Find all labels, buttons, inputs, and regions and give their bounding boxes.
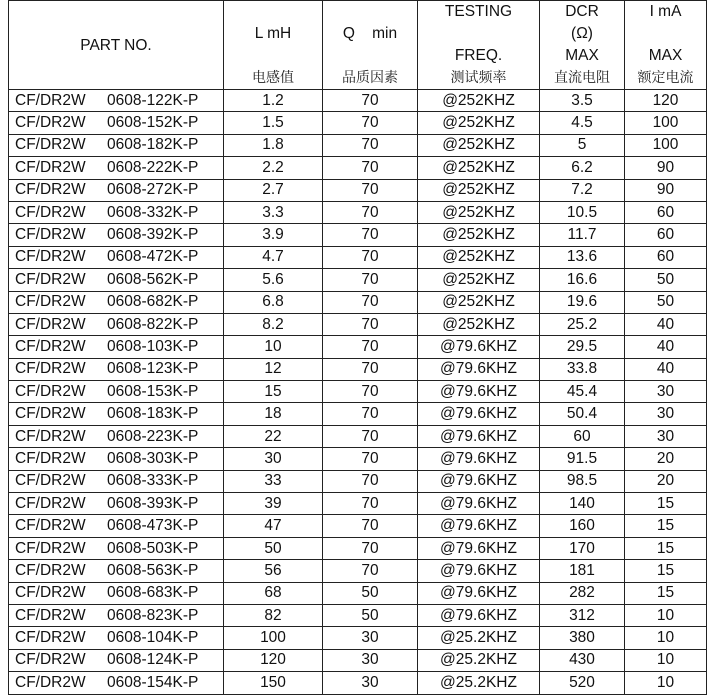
part-code: 0608-473K-P — [107, 517, 199, 535]
table-row — [9, 358, 707, 380]
table-row — [9, 493, 707, 515]
table-row — [9, 381, 707, 403]
current-cell: 40 — [625, 336, 707, 358]
part-prefix: CF/DR2W — [15, 360, 86, 378]
dcr-cell: 3.5 — [540, 90, 625, 112]
part-number-cell — [9, 582, 224, 604]
current-cell: 10 — [625, 672, 707, 694]
table-row — [9, 560, 707, 582]
inductance-cell: 30 — [224, 448, 323, 470]
freq-cell: @252KHZ — [418, 157, 540, 179]
dcr-cell: 50.4 — [540, 403, 625, 425]
inductor-spec-table — [8, 0, 707, 695]
freq-cell: @79.6KHZ — [418, 470, 540, 492]
dcr-cell: 312 — [540, 604, 625, 626]
part-code: 0608-822K-P — [107, 315, 199, 333]
q-cell: 70 — [323, 112, 418, 134]
q-cell: 70 — [323, 179, 418, 201]
spec-table-container — [8, 0, 706, 695]
part-code: 0608-152K-P — [107, 114, 199, 132]
table-body — [9, 90, 707, 695]
part-prefix: CF/DR2W — [15, 270, 86, 288]
dcr-cell: 91.5 — [540, 448, 625, 470]
table-row — [9, 672, 707, 694]
part-number-cell — [9, 537, 224, 559]
inductance-cell: 18 — [224, 403, 323, 425]
part-prefix: CF/DR2W — [15, 427, 86, 445]
dcr-cell: 7.2 — [540, 179, 625, 201]
part-code: 0608-332K-P — [107, 203, 199, 221]
header-part-no — [9, 1, 224, 90]
inductance-cell: 2.2 — [224, 157, 323, 179]
header-dcr-cn: 直流电阻 — [554, 70, 610, 86]
dcr-cell: 4.5 — [540, 112, 625, 134]
current-cell: 60 — [625, 246, 707, 268]
dcr-cell: 25.2 — [540, 313, 625, 335]
inductance-cell: 4.7 — [224, 246, 323, 268]
part-code: 0608-392K-P — [107, 226, 199, 244]
inductance-cell: 10 — [224, 336, 323, 358]
current-cell: 40 — [625, 313, 707, 335]
header-freq — [418, 1, 540, 90]
dcr-cell: 181 — [540, 560, 625, 582]
q-cell: 70 — [323, 448, 418, 470]
dcr-cell: 11.7 — [540, 224, 625, 246]
q-cell: 70 — [323, 246, 418, 268]
q-cell: 70 — [323, 470, 418, 492]
table-row — [9, 157, 707, 179]
table-row — [9, 112, 707, 134]
freq-cell: @79.6KHZ — [418, 403, 540, 425]
part-code: 0608-562K-P — [107, 270, 199, 288]
freq-cell: @79.6KHZ — [418, 515, 540, 537]
part-prefix: CF/DR2W — [15, 561, 86, 579]
inductance-cell: 2.7 — [224, 179, 323, 201]
inductance-cell: 12 — [224, 358, 323, 380]
table-row — [9, 336, 707, 358]
dcr-cell: 29.5 — [540, 336, 625, 358]
header-inductance — [224, 1, 323, 90]
part-code: 0608-183K-P — [107, 405, 199, 423]
part-code: 0608-122K-P — [107, 91, 199, 109]
table-row — [9, 627, 707, 649]
dcr-cell: 10.5 — [540, 201, 625, 223]
dcr-cell: 170 — [540, 537, 625, 559]
q-cell: 70 — [323, 291, 418, 313]
inductance-cell: 5.6 — [224, 269, 323, 291]
table-row — [9, 224, 707, 246]
part-prefix: CF/DR2W — [15, 315, 86, 333]
part-code: 0608-303K-P — [107, 449, 199, 467]
part-number-cell — [9, 179, 224, 201]
q-cell: 70 — [323, 224, 418, 246]
table-row — [9, 604, 707, 626]
part-prefix: CF/DR2W — [15, 449, 86, 467]
current-cell: 50 — [625, 269, 707, 291]
q-cell: 30 — [323, 649, 418, 671]
freq-cell: @252KHZ — [418, 291, 540, 313]
freq-cell: @252KHZ — [418, 313, 540, 335]
q-cell: 70 — [323, 515, 418, 537]
part-number-cell — [9, 448, 224, 470]
part-number-cell — [9, 649, 224, 671]
dcr-cell: 160 — [540, 515, 625, 537]
current-cell: 15 — [625, 515, 707, 537]
q-cell: 70 — [323, 269, 418, 291]
dcr-cell: 16.6 — [540, 269, 625, 291]
dcr-cell: 13.6 — [540, 246, 625, 268]
part-number-cell — [9, 224, 224, 246]
q-cell: 70 — [323, 134, 418, 156]
table-row — [9, 201, 707, 223]
inductance-cell: 1.8 — [224, 134, 323, 156]
dcr-cell: 33.8 — [540, 358, 625, 380]
part-prefix: CF/DR2W — [15, 337, 86, 355]
current-cell: 20 — [625, 470, 707, 492]
q-cell: 70 — [323, 336, 418, 358]
part-code: 0608-103K-P — [107, 337, 199, 355]
part-prefix: CF/DR2W — [15, 293, 86, 311]
part-number-cell — [9, 358, 224, 380]
part-code: 0608-223K-P — [107, 427, 199, 445]
part-prefix: CF/DR2W — [15, 382, 86, 400]
table-row — [9, 470, 707, 492]
part-number-cell — [9, 336, 224, 358]
freq-cell: @252KHZ — [418, 246, 540, 268]
part-number-cell — [9, 425, 224, 447]
q-cell: 50 — [323, 604, 418, 626]
part-prefix: CF/DR2W — [15, 629, 86, 647]
part-code: 0608-272K-P — [107, 181, 199, 199]
q-cell: 70 — [323, 425, 418, 447]
inductance-cell: 150 — [224, 672, 323, 694]
part-prefix: CF/DR2W — [15, 584, 86, 602]
part-code: 0608-123K-P — [107, 360, 199, 378]
current-cell: 15 — [625, 582, 707, 604]
q-cell: 70 — [323, 358, 418, 380]
dcr-cell: 5 — [540, 134, 625, 156]
header-freq-line1: TESTING — [444, 3, 513, 20]
part-prefix: CF/DR2W — [15, 606, 86, 624]
inductance-cell: 1.2 — [224, 90, 323, 112]
inductance-cell: 50 — [224, 537, 323, 559]
header-inductance-cn: 电感值 — [252, 70, 294, 86]
part-number-cell — [9, 201, 224, 223]
part-prefix: CF/DR2W — [15, 181, 86, 199]
part-prefix: CF/DR2W — [15, 673, 86, 691]
table-row — [9, 537, 707, 559]
freq-cell: @252KHZ — [418, 112, 540, 134]
freq-cell: @79.6KHZ — [418, 336, 540, 358]
current-cell: 10 — [625, 604, 707, 626]
header-dcr-line1: DCR — [565, 3, 599, 20]
part-code: 0608-124K-P — [107, 651, 199, 669]
header-inductance-label: L mH — [254, 25, 292, 42]
part-prefix: CF/DR2W — [15, 517, 86, 535]
inductance-cell: 22 — [224, 425, 323, 447]
part-number-cell — [9, 313, 224, 335]
freq-cell: @252KHZ — [418, 201, 540, 223]
part-number-cell — [9, 627, 224, 649]
part-prefix: CF/DR2W — [15, 226, 86, 244]
part-number-cell — [9, 134, 224, 156]
part-prefix: CF/DR2W — [15, 136, 86, 154]
part-number-cell — [9, 403, 224, 425]
part-code: 0608-393K-P — [107, 494, 199, 512]
header-freq-line2: FREQ. — [454, 47, 503, 64]
part-number-cell — [9, 112, 224, 134]
table-row — [9, 291, 707, 313]
dcr-cell: 282 — [540, 582, 625, 604]
freq-cell: @252KHZ — [418, 90, 540, 112]
freq-cell: @252KHZ — [418, 269, 540, 291]
part-code: 0608-104K-P — [107, 629, 199, 647]
current-cell: 50 — [625, 291, 707, 313]
inductance-cell: 33 — [224, 470, 323, 492]
dcr-cell: 98.5 — [540, 470, 625, 492]
current-cell: 20 — [625, 448, 707, 470]
inductance-cell: 56 — [224, 560, 323, 582]
part-number-cell — [9, 381, 224, 403]
inductance-cell: 39 — [224, 493, 323, 515]
current-cell: 120 — [625, 90, 707, 112]
table-row — [9, 582, 707, 604]
inductance-cell: 100 — [224, 627, 323, 649]
current-cell: 100 — [625, 134, 707, 156]
part-number-cell — [9, 157, 224, 179]
part-prefix: CF/DR2W — [15, 158, 86, 176]
freq-cell: @252KHZ — [418, 134, 540, 156]
part-prefix: CF/DR2W — [15, 494, 86, 512]
current-cell: 90 — [625, 179, 707, 201]
part-code: 0608-683K-P — [107, 584, 199, 602]
header-dcr-unit: (Ω) — [571, 25, 593, 42]
q-cell: 70 — [323, 381, 418, 403]
freq-cell: @25.2KHZ — [418, 672, 540, 694]
dcr-cell: 60 — [540, 425, 625, 447]
current-cell: 30 — [625, 381, 707, 403]
inductance-cell: 1.5 — [224, 112, 323, 134]
table-row — [9, 313, 707, 335]
part-prefix: CF/DR2W — [15, 248, 86, 266]
q-cell: 30 — [323, 672, 418, 694]
current-cell: 30 — [625, 425, 707, 447]
part-code: 0608-503K-P — [107, 539, 199, 557]
header-current-cn: 额定电流 — [637, 70, 694, 86]
part-code: 0608-154K-P — [107, 673, 199, 691]
freq-cell: @79.6KHZ — [418, 493, 540, 515]
header-part-label: PART NO. — [80, 37, 152, 54]
part-code: 0608-563K-P — [107, 561, 199, 579]
dcr-cell: 380 — [540, 627, 625, 649]
q-cell: 70 — [323, 493, 418, 515]
inductance-cell: 82 — [224, 604, 323, 626]
part-number-cell — [9, 672, 224, 694]
part-number-cell — [9, 470, 224, 492]
q-cell: 70 — [323, 201, 418, 223]
table-row — [9, 448, 707, 470]
freq-cell: @79.6KHZ — [418, 537, 540, 559]
table-row — [9, 269, 707, 291]
dcr-cell: 19.6 — [540, 291, 625, 313]
part-code: 0608-153K-P — [107, 382, 199, 400]
inductance-cell: 6.8 — [224, 291, 323, 313]
part-prefix: CF/DR2W — [15, 539, 86, 557]
table-row — [9, 179, 707, 201]
part-prefix: CF/DR2W — [15, 651, 86, 669]
freq-cell: @252KHZ — [418, 179, 540, 201]
dcr-cell: 45.4 — [540, 381, 625, 403]
header-freq-cn: 测试频率 — [450, 70, 507, 86]
dcr-cell: 430 — [540, 649, 625, 671]
header-q — [323, 1, 418, 90]
header-row — [9, 1, 707, 90]
current-cell: 10 — [625, 627, 707, 649]
table-row — [9, 246, 707, 268]
dcr-cell: 140 — [540, 493, 625, 515]
freq-cell: @79.6KHZ — [418, 381, 540, 403]
part-number-cell — [9, 515, 224, 537]
part-prefix: CF/DR2W — [15, 405, 86, 423]
freq-cell: @25.2KHZ — [418, 627, 540, 649]
freq-cell: @79.6KHZ — [418, 560, 540, 582]
inductance-cell: 15 — [224, 381, 323, 403]
header-dcr — [540, 1, 625, 90]
current-cell: 90 — [625, 157, 707, 179]
q-cell: 70 — [323, 403, 418, 425]
table-row — [9, 649, 707, 671]
current-cell: 15 — [625, 537, 707, 559]
current-cell: 100 — [625, 112, 707, 134]
part-prefix: CF/DR2W — [15, 472, 86, 490]
freq-cell: @79.6KHZ — [418, 582, 540, 604]
header-q-label: Q min — [342, 25, 398, 42]
q-cell: 70 — [323, 157, 418, 179]
table-row — [9, 515, 707, 537]
freq-cell: @79.6KHZ — [418, 425, 540, 447]
current-cell: 15 — [625, 560, 707, 582]
current-cell: 30 — [625, 403, 707, 425]
freq-cell: @79.6KHZ — [418, 358, 540, 380]
part-number-cell — [9, 604, 224, 626]
part-code: 0608-333K-P — [107, 472, 199, 490]
table-row — [9, 425, 707, 447]
header-current-line1: I mA — [649, 3, 682, 20]
freq-cell: @79.6KHZ — [418, 448, 540, 470]
inductance-cell: 3.3 — [224, 201, 323, 223]
q-cell: 70 — [323, 537, 418, 559]
q-cell: 50 — [323, 582, 418, 604]
freq-cell: @25.2KHZ — [418, 649, 540, 671]
part-code: 0608-472K-P — [107, 248, 199, 266]
dcr-cell: 520 — [540, 672, 625, 694]
q-cell: 70 — [323, 313, 418, 335]
inductance-cell: 8.2 — [224, 313, 323, 335]
table-row — [9, 134, 707, 156]
table-row — [9, 403, 707, 425]
freq-cell: @79.6KHZ — [418, 604, 540, 626]
current-cell: 60 — [625, 201, 707, 223]
part-prefix: CF/DR2W — [15, 203, 86, 221]
header-q-cn: 品质因素 — [342, 70, 398, 86]
dcr-cell: 6.2 — [540, 157, 625, 179]
part-code: 0608-182K-P — [107, 136, 199, 154]
part-number-cell — [9, 246, 224, 268]
part-number-cell — [9, 493, 224, 515]
q-cell: 70 — [323, 560, 418, 582]
inductance-cell: 47 — [224, 515, 323, 537]
part-number-cell — [9, 560, 224, 582]
part-code: 0608-222K-P — [107, 158, 199, 176]
inductance-cell: 3.9 — [224, 224, 323, 246]
header-current — [625, 1, 707, 90]
part-prefix: CF/DR2W — [15, 114, 86, 132]
current-cell: 60 — [625, 224, 707, 246]
part-code: 0608-682K-P — [107, 293, 199, 311]
freq-cell: @252KHZ — [418, 224, 540, 246]
part-number-cell — [9, 291, 224, 313]
part-prefix: CF/DR2W — [15, 91, 86, 109]
part-number-cell — [9, 90, 224, 112]
inductance-cell: 120 — [224, 649, 323, 671]
current-cell: 10 — [625, 649, 707, 671]
header-dcr-line3: MAX — [565, 47, 599, 64]
current-cell: 40 — [625, 358, 707, 380]
current-cell: 15 — [625, 493, 707, 515]
q-cell: 70 — [323, 90, 418, 112]
q-cell: 30 — [323, 627, 418, 649]
header-current-line2: MAX — [648, 47, 683, 64]
part-code: 0608-823K-P — [107, 606, 199, 624]
table-row — [9, 90, 707, 112]
part-number-cell — [9, 269, 224, 291]
inductance-cell: 68 — [224, 582, 323, 604]
